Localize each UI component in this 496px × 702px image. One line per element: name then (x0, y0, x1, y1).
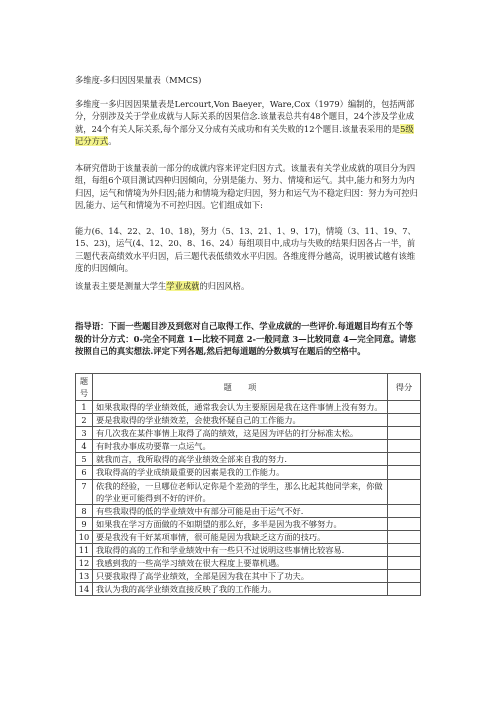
table-row (76, 453, 421, 466)
row-text: 有些我取得的低的学业绩效中有部分可能是由于运气不好. (93, 504, 388, 517)
purpose-paragraph: 该量表主要是测量大学生学业成就的归因风格。 (75, 281, 250, 291)
row-text: 我取得高的学业成绩最重要的因素是我的工作能力。 (93, 466, 388, 479)
row-text: 要是我没有干好某项事情，很可能是因为我缺乏这方面的技巧。 (93, 530, 388, 543)
score-cell[interactable] (388, 414, 421, 427)
row-text: 只要我取得了高学业绩效，全部是因为我在其中下了功夫。 (93, 570, 388, 583)
score-cell[interactable] (388, 517, 421, 530)
row-number: 12 (76, 557, 93, 570)
table-row (76, 401, 421, 414)
row-text: 如果我取得的学业绩效低，通常我会认为主要原因是我在这件事情上没有努力。 (93, 401, 388, 414)
method-paragraph: 本研究借助于该量表前一部分的成就内容来评定归因方式。该量表有关学业成就的项目分为四组，每组6个项目测试四种归因倾向，分别是能力、努力、情境和运气。其中,能力和努力为内归因，运气和情境为外归因;能力和情境为稳定归因，努力和运气为不稳定归因：努力为可控归因,能力、运气和情境为不可控归因。它们组成如下: (75, 163, 418, 211)
score-cell[interactable] (388, 504, 421, 517)
table-row (76, 557, 421, 570)
row-number: 14 (76, 583, 93, 596)
row-number: 7 (76, 479, 93, 504)
row-number: 6 (76, 466, 93, 479)
row-number: 4 (76, 440, 93, 453)
row-number: 3 (76, 427, 93, 440)
row-number: 5 (76, 453, 93, 466)
score-cell[interactable] (388, 544, 421, 557)
table-row (76, 544, 421, 557)
purpose-highlight: 学业成就 (166, 281, 200, 291)
row-text: 要是我取得的学业绩效差，会使我怀疑自己的工作能力。 (93, 414, 388, 427)
score-cell[interactable] (388, 583, 421, 596)
score-cell[interactable] (388, 427, 421, 440)
table-row (76, 530, 421, 543)
questionnaire-table (75, 373, 421, 596)
score-cell[interactable] (388, 530, 421, 543)
score-cell[interactable] (388, 440, 421, 453)
table-row (76, 583, 421, 596)
row-text: 依我的经验，一旦哪位老师认定你是个差劲的学生，那么比起其他同学来，你做的学业更可能得到不好的评价。 (93, 479, 388, 504)
dimension-paragraph: 能力(6、14、22、2、10、18)，努力（5、13、21、1、9、17)，情境（3、11、19、7、15、23)，运气(4、12、20、8、16、24）每组项目中,成功与失败的结果归因各占一半，前三题代表高绩效水平归因，后三题代表低绩效水平归因。各维度得分越高，说明被试越有该维度的归因倾向。 (75, 226, 416, 274)
row-text: 有时我办事成功要靠一点运气。 (93, 440, 388, 453)
score-cell[interactable] (388, 466, 421, 479)
row-number: 13 (76, 570, 93, 583)
score-cell[interactable] (388, 557, 421, 570)
table-row (76, 570, 421, 583)
table-row (76, 504, 421, 517)
header-item: 题 项 (93, 374, 388, 401)
score-cell[interactable] (388, 570, 421, 583)
row-text: 就我而言，我所取得的高学业绩效全部来自我的努力. (93, 453, 388, 466)
row-text: 我认为我的高学业绩效直接反映了我的工作能力。 (93, 583, 388, 596)
row-number: 9 (76, 517, 93, 530)
score-cell[interactable] (388, 479, 421, 504)
row-number: 8 (76, 504, 93, 517)
row-number: 10 (76, 530, 93, 543)
table-row (76, 517, 421, 530)
table-row (76, 427, 421, 440)
score-cell[interactable] (388, 453, 421, 466)
table-row (76, 414, 421, 427)
intro-paragraph: 多维度一多归因因果量表是Lercourt,Von Baeyer，Ware,Cox（1979）编制的，包括两部分，分别涉及关于学业成就与人际关系的因果信念.该量表总共有48个题目，24个涉及学业成就，24个有关人际关系,每个部分又分成有关成功和有关失败的12个题目.该量表采用的是5级记分方式。 (75, 99, 415, 147)
row-text: 我取得的高的工作和学业绩效中有一些只不过说明这些事情比较容易. (93, 544, 388, 557)
intro-highlight: 5级记分方式 (75, 123, 414, 147)
row-number: 11 (76, 544, 93, 557)
row-text: 我感到我的一些高学习绩效在很大程度上要靠机遇。 (93, 557, 388, 570)
row-number: 2 (76, 414, 93, 427)
row-text: 有几次我在某件事情上取得了高的绩效，这是因为评估的打分标准太松。 (93, 427, 388, 440)
score-cell[interactable] (388, 401, 421, 414)
table-header-row (76, 374, 421, 401)
row-text: 如果我在学习方面做的不如期望的那么好，多半是因为我不够努力。 (93, 517, 388, 530)
header-number: 题号 (76, 374, 93, 401)
instructions: 指导语：下面一些题目涉及到您对自己取得工作、学业成就的一些评价.每道题目均有五个等级的计分方式：0-完全不同意 1—比较不同意 2-一般同意 3—比较同意 4—完全同意。请您按照自己的真实想法.评定下列各题,然后把每道题的分数填写在题后的空格中。 (75, 321, 416, 357)
document-title: 多维度-多归因因果量表（MMCS) (75, 75, 202, 85)
table-row (76, 440, 421, 453)
table-row (76, 479, 421, 504)
row-number: 1 (76, 401, 93, 414)
table-row (76, 466, 421, 479)
header-score: 得分 (388, 374, 421, 401)
